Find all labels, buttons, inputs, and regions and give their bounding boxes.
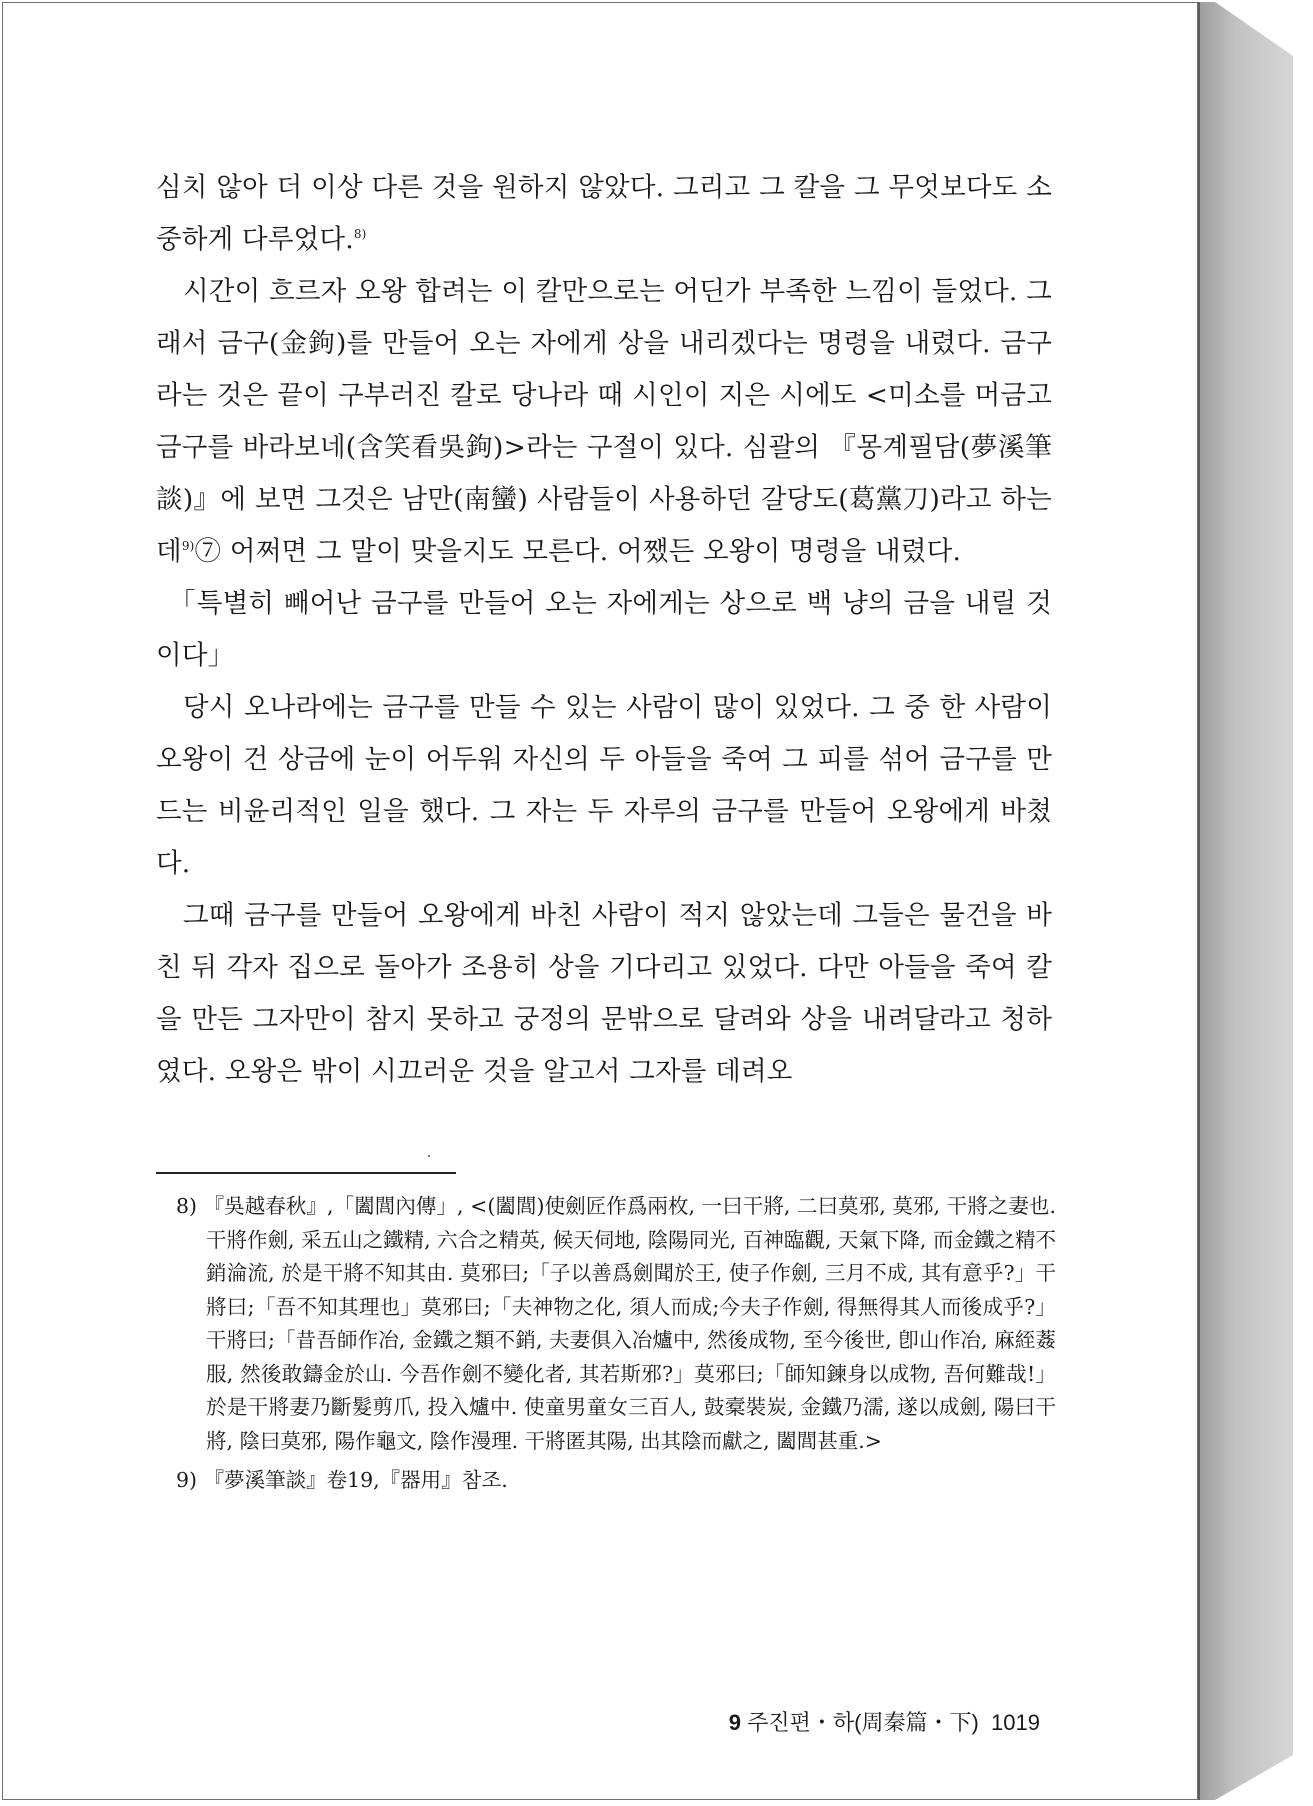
page-number: 1019 (991, 1710, 1040, 1735)
footnote-text: 『吳越春秋』,「闔閭內傳」, <(闔閭)使劍匠作爲兩枚, 一曰干將, 二曰莫邪, 莫邪, 干將之妻也. 干將作劍, 采五山之鐵精, 六合之精英, 候天伺地, 陰陽同光, 百神臨觀, 天氣下降, 而金鐵之精不銷淪流, 於是干將不知其由. 莫邪曰;「子以善爲劍聞於王, 使子作劍, 三月不成, 其有意乎?」干將曰;「吾不知其理也」莫邪曰;「夫神物之化, 須人而成;今夫子作劍, 得無得其人而後成乎?」干將曰;「昔吾師作冶, 金鐵之類不銷, 夫妻俱入冶爐中, 然後成物, 至今後世, 卽山作冶, 麻絰葌服, 然後敢鑄金於山. 今吾作劍不變化者, 其若斯邪?」莫邪曰;「師知鍊身以成物, 吾何難哉!」於是干將妻乃斷髮剪爪, 投入爐中. 使童男童女三百人, 鼓槖裝炭, 金鐵乃濡, 遂以成劍, 陽曰干將, 陰曰莫邪, 陽作龜文, 陰作漫理. 干將匿其陽, 出其陰而獻之, 闔閭甚重.> (203, 1194, 1056, 1453)
paragraph-3-quote: 「특별히 빼어난 금구를 만들어 오는 자에게는 상으로 백 냥의 금을 내릴 것이다」 (156, 588, 1052, 671)
circled-mark: ⑦ (194, 536, 222, 567)
running-footer (600, 1706, 1040, 1737)
chapter-title: 주진편・하(周秦篇・下) (747, 1710, 979, 1735)
paragraph-2: 시간이 흐르자 오왕 합려는 이 칼만으로는 어딘가 부족한 느낌이 들었다. 그래서 금구(金鉤)를 만들어 오는 자에게 상을 내리겠다는 명령을 내렸다. 금구라는 것은 끝이 구부러진 칼로 당나라 때 시인이 지은 시에도 <미소를 머금고 금구를 바라보네(含笑看吳鉤)>라는 구절이 있다. 심괄의 『몽계필담(夢溪筆談)』에 보면 그것은 남만(南蠻) 사람들이 사용하던 갈당도(葛黨刀)라고 하는데$^{9)}$⑦ 어쩌면 그 말이 맞을지도 모른다. 어쨌든 오왕이 명령을 내렸다. (156, 276, 1052, 567)
book-spine (1198, 2, 1293, 1800)
paragraph-5: 그때 금구를 만들어 오왕에게 바친 사람이 적지 않았는데 그들은 물건을 바친 뒤 각자 집으로 돌아가 조용히 상을 기다리고 있었다. 다만 아들을 죽여 칼을 만든 그자만이 참지 못하고 궁정의 문밖으로 달려와 상을 내려달라고 청하였다. 오왕은 밖이 시끄러운 것을 알고서 그자를 데려오 (156, 900, 1052, 1087)
footnote-number: 9) (176, 1468, 198, 1492)
footnote-9 (176, 1464, 1056, 1498)
page-edge (1198, 2, 1200, 1800)
footnote-text: 『夢溪筆談』卷19,『器用』참조. (203, 1468, 508, 1492)
footnote-divider (156, 1172, 456, 1174)
footnote-number: 8) (176, 1194, 198, 1218)
footnote-8 (176, 1190, 1056, 1458)
paragraph-4: 당시 오나라에는 금구를 만들 수 있는 사람이 많이 있었다. 그 중 한 사람이 오왕이 건 상금에 눈이 어두워 자신의 두 아들을 죽여 그 피를 섞어 금구를 만드는 비윤리적인 일을 했다. 그 자는 두 자루의 금구를 만들어 오왕에게 바쳤다. (156, 692, 1052, 879)
footnote-ref-9[interactable]: 9) (181, 539, 195, 554)
chapter-number: 9 (728, 1710, 742, 1735)
footnote-ref-8[interactable]: 8) (353, 227, 367, 242)
footnotes (176, 1190, 1056, 1504)
paragraph-1: 심치 않아 더 이상 다른 것을 원하지 않았다. 그리고 그 칼을 그 무엇보다도 소중하게 다루었다.$^{8)}$ (156, 172, 1052, 255)
speck (428, 1155, 430, 1157)
main-text (156, 162, 1052, 1098)
